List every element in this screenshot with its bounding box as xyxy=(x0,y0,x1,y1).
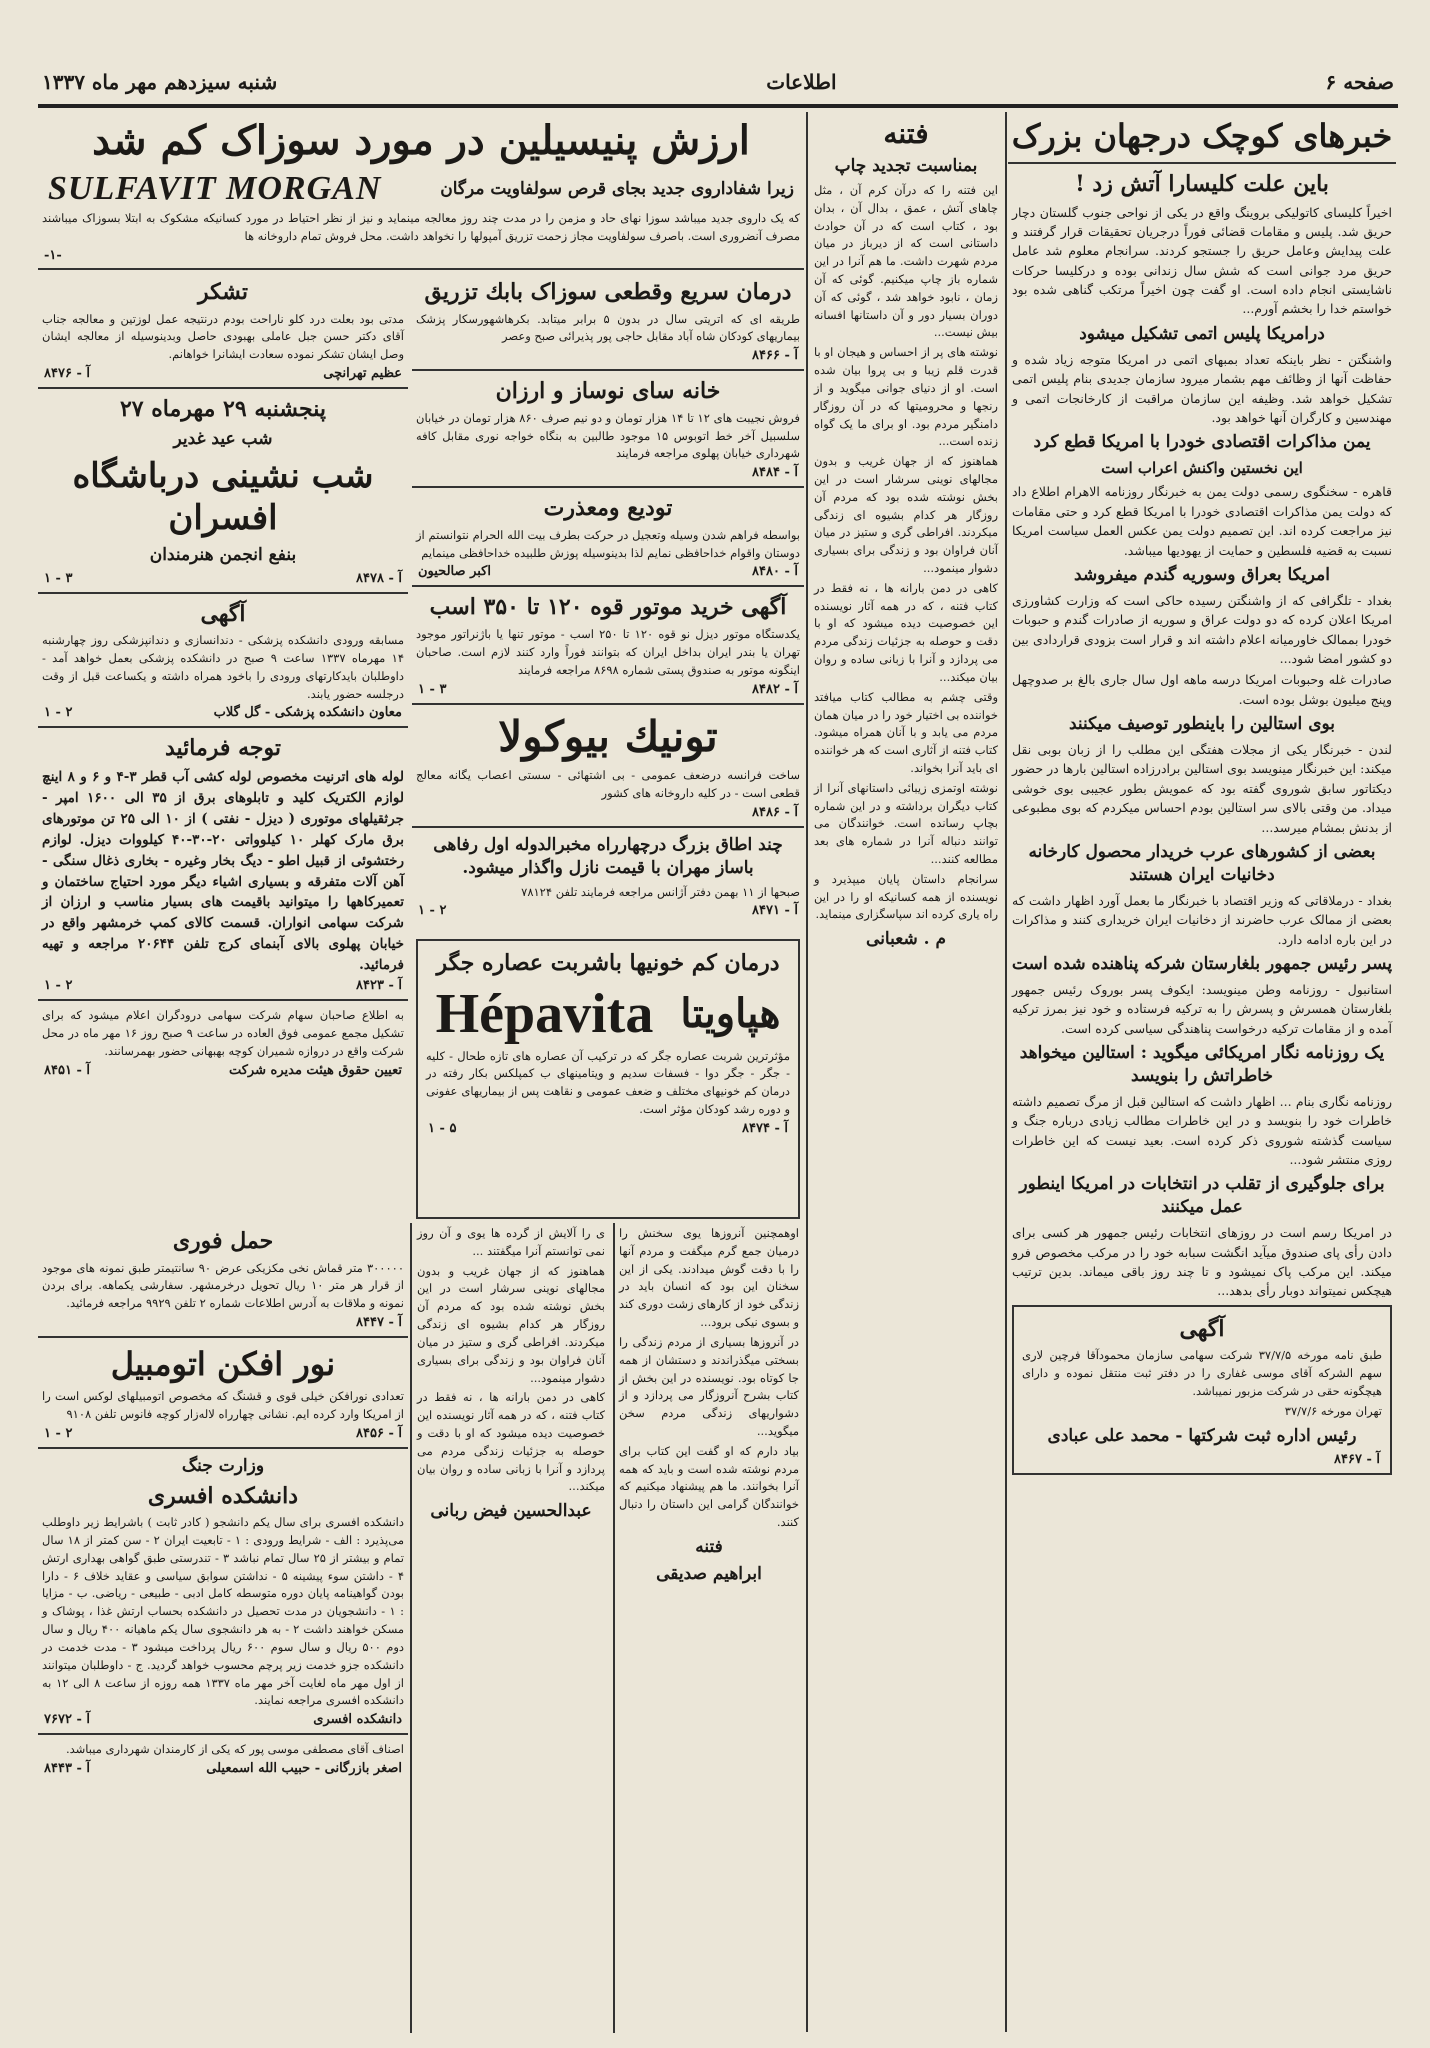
subheadline: این نخستین واکنش اعراب است xyxy=(1101,459,1303,478)
ad-code: ۳ - ۱ xyxy=(44,570,73,586)
article-body: این فتنه را که درآن کرم آن ، مثل چاهای آتش ، عمق ، بدال آن ، بدان بود ، کتاب است که در آن حوادث داستانی است که از دیرباز در میان مردم شهرت داشت. ما هم آنرا در این شماره باز چاپ میکنیم. گوئی که آن زمان ، نابود خواهد شد ، گوئی که آن دوران بسیار دور و آن داستانها افسانه بیش نیست... xyxy=(814,182,998,340)
column-divider xyxy=(806,112,808,2032)
ad-body: بواسطه فراهم شدن وسیله وتعجیل در حرکت بطرف بیت الله الحرام نتوانستم از دوستان واقوام خداحافظی نمایم لذا بدینوسیله پوزش طلبیده خداحافظی مینمایم xyxy=(416,527,800,560)
ad-code: آ - ۸۴۴۳ xyxy=(44,1760,90,1776)
article-body: هماهنوز که از جهان غریب و بدون مجالهای نوینی سرشار است در این بخش نوشته شده بود که مردم آن روزگار هر کدام بشیوه ای زندگی میکردند. افراطی گری و ستیز در میان آنان فراوان بود و زندگی برای بسیاری دشوار مینمود... xyxy=(417,1263,605,1385)
ad-body: صبحها از ۱۱ بهمن دفتر آژانس مراجعه فرمایند تلفن ۷۸۱۲۴ xyxy=(521,884,800,899)
article-body: اخیراً کلیسای کاتولیکی بروینگ واقع در یکی از نواحی جنوب گلستان دچار حریق شد. پلیس و مقامات قضائی فوراً درجریان تحقیقات قرار گرفتند و علت پیدایش وعامل حریق را جستجو کردند. سرانجام معلوم شد عامل حریق مرد جوانی است که شش سال زندانی بوده و درکلیسا حرکات ناشایستی انجام داده است. او گفت چون اخیراً مرتکب گناهی شده بود خواستم خدا را بخشم آورم... xyxy=(1012,204,1392,317)
column-serial-right xyxy=(615,1223,803,2033)
ad-code: ۲ - ۱ xyxy=(44,1425,73,1441)
ad-code: آ - ۸۴۵۶ xyxy=(356,1425,402,1441)
header-rule xyxy=(38,104,1398,108)
article-body: بغداد - درملاقاتی که وزیر اقتصاد با خبرنگار ما بعمل آورد اظهار داشت که بعضی از ممالک عرب حاضرند از دخانیات ایران خریداری کنند و مذاکرات در این باره ادامه دارد. xyxy=(1012,892,1392,947)
headline: پسر رئیس جمهور بلغارستان شرکه پناهنده شده است xyxy=(1011,953,1393,974)
event-date: پنجشنبه ۲۹ مهرماه ۲۷ xyxy=(119,396,326,423)
ad-headline: ارزش پنیسیلین در مورد سوزاک کم شد xyxy=(92,117,750,164)
ad-body: لوله های اترنیت مخصوص لوله کشی آب قطر ۳-۴ و ۶ و ۸ اینچ لوازم الکتریک کلید و تابلوهای برق از ۳۵ الی ۱۶۰۰ امپر - جرثقیلهای موتوری ( دیزل - نفتی ) از ۱۰ الی ۲۵ تن موتورهای برق مارک کهلر ۱۰ کیلوواتی ۲۰-۳۰-۴۰ کیلووات دیزل. لوازم رختشوئی از قبیل اطو - دیگ بخار وغیره - بخاری ذغال سنگی - آهن آلات متفرقه و بسیاری اشیاء دیگر مورد احتیاج ساختمان و تعمیرکاهها را میتوانید باقیمت های بسیار مناسب و ارزان از شرکت سهامی انواران. قسمت کالای کمپ خرمشهر واقع در خیابان پهلوی بالای آبنمای کرج تلفن ۲۰۶۴۴ مراجعه و تهیه فرمائید. xyxy=(42,768,405,974)
ad-code: ۲ - ۱ xyxy=(44,978,73,994)
notice-title: آگهی xyxy=(1179,1315,1225,1342)
ad-code: ۲ - ۱ xyxy=(418,903,447,919)
column-divider xyxy=(1005,112,1007,2032)
column-world-news xyxy=(1008,112,1396,2032)
author-signature: عبدالحسین فیض ربانی xyxy=(430,1501,592,1522)
article-body: استانبول - روزنامه وطن مینویسد: ایکوف پسر بوروک رئیس جمهور بلغارستان همسرش و پسرش را به ترکیه فرستاده و خود نیز بمرز ترکیه آمده و از مقامات ترکیه درخواست پناهندگی سیاسی کرده است. xyxy=(1012,981,1392,1036)
headline: امریکا بعراق وسوریه گندم میفروشد xyxy=(1074,564,1330,585)
legal-notice xyxy=(1012,1305,1392,1475)
article-body: در امریکا رسم است در روزهای انتخابات رئیس جمهور هر کسی برای دادن رأی پای صندوق میآید انگشت سبابه خود را در مرکب مخصوص فرو میکند. این مرکب پاک نمیشود و تا چند روز باقی میماند. بدین ترتیب هیچکس نمیتواند دوبار رأی بدهد... xyxy=(1012,1225,1392,1299)
ad-code: آ - ۸۴۲۳ xyxy=(356,978,402,994)
author-signature: ابراهیم صدیقی xyxy=(656,1563,762,1584)
headline: یمن مذاکرات اقتصادی خودرا با امریکا قطع کرد xyxy=(1033,432,1371,453)
event-organizer: بنفع انجمن هنرمندان xyxy=(149,544,297,565)
ad-code: آ - ۸۴۸۰ xyxy=(752,564,798,580)
ad-code: آ - ۸۴۶۶ xyxy=(752,348,798,364)
article-body: هماهنوز که از جهان غریب و بدون مجالهای نوینی سرشار است در این بخش نوشته شده بود که مردم آن روزگار هر کدام بشیوه ای زندگی میکردند. افراطی گری و ستیز در میان آنان فراوان بود و زندگی برای بسیاری دشوار مینمود... xyxy=(814,454,998,575)
article-body: اوهمچنین آنروزها یوی سخنش را درمیان جمع گرم میگفت و مردم آنها را با دقت گوش میدادند. یکی از این سخنان این بود که انسان باید در زندگی خود از کارهای زشت دوری کند و بسوی نیکی برود... xyxy=(619,1226,799,1330)
ad-code: آ - ۸۴۸۲ xyxy=(752,681,798,697)
ad-body: ساخت فرانسه درضعف عمومی - بی اشتهائی - سستی اعصاب یگانه معالج قطعی است - در کلیه داروخانه های کشور xyxy=(416,768,800,800)
notice-signature: اصغر بازرگانی - حبیب الله اسمعیلی xyxy=(206,1760,402,1776)
ad-title: تونیك بیوکولا xyxy=(498,711,718,761)
column-ads-left-lower xyxy=(38,1223,408,2033)
headline: باین علت کلیسارا آتش زد ! xyxy=(1075,171,1329,197)
ad-body: به اطلاع صاحبان سهام شرکت سهامی درودگران اعلام میشود که برای تشکیل مجمع عمومی فوق العاده در ساعت ۹ صبح روز ۱۶ مهر ماه در محل شرکت واقع در دروازه شمیران کوچه بهبهانی حضور بهمرسانند. xyxy=(42,1008,404,1058)
column-serial-left xyxy=(413,1223,609,2033)
ad-title: نور افکن اتومبیل xyxy=(110,1345,336,1384)
subheadline: بمناسبت تجدید چاپ xyxy=(834,156,978,176)
article-body: وقتی چشم به مطالب کتاب میافتد خواننده بی اختیار خود را در میان همان مردم می یابد و با آنان همراه میشود. کتاب فتنه از آثاری است که هر خواننده ای باید آنرا بخواند. xyxy=(814,689,998,775)
ad-signature: عظیم تهرانچی xyxy=(323,366,402,382)
ad-title: آگهی خرید موتور قوه ۱۲۰ تا ۳۵۰ اسب xyxy=(429,594,787,621)
headline: بعضی از کشورهای عرب خریدار محصول کارخانه دخانیات ایران هستند xyxy=(1028,841,1376,885)
article-body: کاهی در دمن بارانه ها ، نه فقط در کتاب فتنه ، که در همه آثار نویسنده این خصوصیت دیده میشود که او با دقت و حوصله به جزئیات زندگی مردم می پردازد و آنرا با زبانی ساده و روان بیان میکند... xyxy=(417,1390,605,1494)
ad-code: -۱- xyxy=(44,247,62,263)
headline: درامریکا پلیس اتمی تشکیل میشود xyxy=(1079,323,1325,344)
hepavita-ad xyxy=(412,935,804,1220)
article-body: واشنگتن - نظر باینکه تعداد بمبهای اتمی در امریکا متوجه زیاد شده و حفاظت آنها از وظائف مهم بشمار میرود سازمان جدیدی بنام پلیس اتمی تشکیل خواهد شد. وظیفه این سازمان مراقبت از کارخانجات اتمی و مهندسین و کارگران آنها خواهد بود. xyxy=(1012,351,1392,425)
ad-title: درمان سریع وقطعی سوزاک بابك تزریق xyxy=(424,279,792,305)
event-title: شب نشینی درباشگاه افسران xyxy=(72,455,374,539)
ad-body: ۳۰۰۰۰۰ متر قماش نخی مکزیکی عرض ۹۰ سانتیمتر طبق نمونه های موجود از قرار هر متر ۱۰ ریال تحویل درخرمشهر. سفارشی یکماهه. برای بردن نمونه و ملاقات به آدرس اطلاعات شماره ۲ تلفن ۹۹۲۹ مراجعه فرمائید. xyxy=(42,1260,404,1311)
article-body: صادرات غله وحبوبات امریکا درسه ماهه اول سال جاری بالغ بر صدوچهل وپنج میلیون بوشل بوده است. xyxy=(1012,672,1392,707)
ad-body: طریقه ای که اتریتی سال در بدون ۵ برابر میتابد. بکرهاشهورسکار پزشک بیماریهای کودکان شاه آباد مقابل حاجی پور پذیرائی صبح وعصر xyxy=(416,311,800,344)
headline: یک روزنامه نگار امریکائی میگوید : استالین میخواهد خاطراتش را بنویسد xyxy=(1019,1043,1385,1086)
issue-date: شنبه سیزدهم مهر ماه ۱۳۳۷ xyxy=(42,70,278,94)
ad-signature: معاون دانشکده پزشکی - گل گلاب xyxy=(213,705,402,721)
section-title: فتنه xyxy=(883,117,929,150)
article-body: بیاد دارم که او گفت این کتاب برای مردم نوشته شده است و باید که همه آنرا بخوانند. ما هم پیشنهاد میکنیم که خوانندگان گرامی این داستان را دنبال کنند. xyxy=(619,1443,799,1529)
ad-signature: اکبر صالحیون xyxy=(418,564,491,580)
ad-body: فروش نجیبت های ۱۲ تا ۱۴ هزار تومان و دو نیم صرف ۸۶۰ هزار تومان در خیابان سلسبیل آخر خط اتوبوس ۱۵ موجود طالبین به بنگاه خواجه نوری مقابل کافه شهرداری خیابان پهلوی مراجعه فرمایند xyxy=(416,410,800,461)
ad-title: چند اطاق بزرگ درچهارراه مخبرالدوله اول رفاهی باساز مهران با قیمت نازل واگذار میشود. xyxy=(433,834,783,878)
ad-subheadline: زیرا شفاداروی جدید بجای قرص سولفاویت مرگان xyxy=(440,178,794,199)
ad-body: مسابقه ورودی دانشکده پزشکی - دندانسازی و دندانپزشکی روز چهارشنبه ۱۴ مهرماه ۱۳۳۷ ساعت ۹ صبح در دانشکده پزشکی بعمل خواهد آمد - داوطلبان بایدکارتهای ورودی را باخود همراه داشته و یکساعت قبل از وقت درجلسه حضور یابند. xyxy=(42,633,404,701)
page-header xyxy=(42,62,1394,102)
ad-code: ۵ - ۱ xyxy=(428,1120,457,1136)
article-body: ی را آلایش از گرده ها یوی و آن روز نمی توانستم آنرا میگفتند ... xyxy=(417,1226,605,1258)
ad-code: آ - ۸۴۴۷ xyxy=(356,1315,402,1331)
page-number: صفحه ۶ xyxy=(1325,70,1394,94)
ad-signature: تعیین حقوق هیئت مدیره شرکت xyxy=(228,1062,402,1078)
ad-code: آ - ۸۴۷۶ xyxy=(44,366,90,382)
notice-body: طبق نامه مورخه ۳۷/۷/۵ شرکت سهامی سازمان محمودآقا فرچین لاری سهم الشرکه آقای موسی غفاری را در دفتر ثبت منتقل نموده و دارای هیچگونه حقی در شرکت مزبور نمیباشد. xyxy=(1022,1348,1383,1398)
product-latin-name: Hépavita xyxy=(435,982,654,1045)
notice-signature: رئیس اداره ثبت شرکتها - محمد علی عبادی xyxy=(1047,1425,1357,1446)
author-signature: م . شعبانی xyxy=(866,929,946,950)
article-body: کاهی در دمن بارانه ها ، نه فقط در کتاب فتنه ، که در همه آثار نویسنده این خصوصیت دیده میشود که او با دقت و حوصله به جزئیات زندگی مردم می پردازد و آنرا با زبانی ساده و روان بیان میکند... xyxy=(814,580,998,684)
ad-code: ۳ - ۱ xyxy=(418,681,447,697)
ad-body: تعدادی نورافکن خیلی قوی و قشنگ که مخصوص اتومبیلهای لوکس است را از امریکا وارد کرده ایم. نشانی چهارراه لاله‌زار کوچه فانوس تلفن ۹۱۰۸ xyxy=(42,1389,404,1421)
section-title: فتنه xyxy=(695,1536,723,1557)
ad-title: تشکر xyxy=(197,279,249,305)
event-subtitle: شب عید غدیر xyxy=(173,428,273,449)
article-body: بغداد - تلگرافی که از واشنگتن رسیده حاکی است که وزارت کشاورزی امریکا اعلان کرده که دو دولت عراق و سوریه از صادرات گندم و حبوبات خودرا بممالک خاورمیانه اعلام داشته اند و قرار است بزودی قراردادی بین دو کشور امضا شود... xyxy=(1012,592,1392,667)
section-title: خبرهای کوچک درجهان بزرک xyxy=(1011,117,1393,155)
ad-code: آ - ۸۴۷۸ xyxy=(356,570,402,586)
article-body: سرانجام داستان پایان میپذیرد و نویسنده از همه کسانیکه او را در این راه یاری کرده اند سپاسگزاری مینماید. xyxy=(814,871,998,922)
notice-date: تهران مورخه ۳۷/۷/۶ xyxy=(1284,1403,1382,1418)
ad-code: آ - ۸۴۷۴ xyxy=(742,1120,788,1136)
article-body: در آنروزها بسیاری از مردم زندگی را بسختی میگذراندند و دستشان از همه جا کوتاه بود. نویسنده در این بخش از کتاب بشرح آنروزگار می پردازد و از دشواریهای زندگی مردم سخن میگوید... xyxy=(619,1334,799,1438)
article-body: روزنامه نگاری بنام ... اظهار داشت که استالین قبل از مرگ تصمیم داشته خاطرات خود را بنویسد و در این خاطرات مطالب زیادی درباره جنگ و سیاست گذشته شوروی ذکر کرده است. بعید نیست که این خاطرات روزی منتشر شود... xyxy=(1012,1093,1392,1168)
headline: برای جلوگیری از تقلب در انتخابات در امریکا اینطور عمل میکنند xyxy=(1019,1174,1385,1218)
ad-code: آ - ۷۶۷۲ xyxy=(44,1712,90,1728)
column-fetneh xyxy=(810,112,1002,2032)
ad-code: آ - ۸۴۵۱ xyxy=(44,1062,90,1078)
ad-title: تودیع ومعذرت xyxy=(543,495,673,522)
ad-title: حمل فوری xyxy=(172,1228,274,1254)
ad-signature: دانشکده افسری xyxy=(313,1712,402,1728)
ad-title: درمان کم خونیها باشربت عصاره جگر xyxy=(436,950,780,976)
product-persian-name: هپاویتا xyxy=(680,989,781,1037)
ad-title: توجه فرمائید xyxy=(165,735,281,762)
ad-title: آگهی xyxy=(200,600,246,627)
ad-code: آ - ۸۴۸۴ xyxy=(752,465,798,481)
article-body: لندن - خبرنگار یکی از مجلات هفتگی این مطلب را از زبان بوبی نقل میکند: این خبرنگار مینویسد بوی استالین برادرزاده استالین بارها در حضور دیکتاتور سابق شوروی گفته بود که عمویش بطور عجیبی بوی خوشی میداد. من وقتی بالای سر استالین بودم احساس میکردم که بوی مطبوعی از بدنش بمشام میرسد... xyxy=(1012,742,1392,835)
divider xyxy=(38,268,804,270)
column-ads-left xyxy=(38,274,408,1219)
ministry-name: وزارت جنگ xyxy=(181,1455,265,1476)
ad-code: آ - ۸۴۸۶ xyxy=(752,804,798,820)
product-latin-name: SULFAVIT MORGAN xyxy=(48,170,382,207)
article-body: نوشته های پر از احساس و هیجان او با قدرت قلم زیبا و بی پروا بیان شده است. او از دنیای جوانی میگوید و از رنجها و محرومیتها که در آن روزگار دامنگیر مردم بود. او برای ما یک گواه زنده است... xyxy=(814,345,998,449)
ad-body: یکدستگاه موتور دیزل نو قوه ۱۲۰ تا ۲۵۰ اسب - موتور تنها یا باژنراتور موجود تهران یا بندر ایران بداخل ایران که بتوانند فوراً وارد کنند لازم است. صاحبان اینگونه موتور به صندوق پستی شماره ۸۶۹۸ مراجعه فرمایند xyxy=(416,627,800,677)
divider xyxy=(1008,162,1396,164)
article-body: نوشته اوتمزی زیبائی داستانهای آنرا از کتاب دیگران برداشته و در این شماره بچاپ رسانده است. خوانندگان می توانند دنباله آنرا در شماره های بعد مطالعه کنند... xyxy=(814,780,998,866)
article-body: قاهره - سخنگوی رسمی دولت یمن به خبرنگار روزنامه الاهرام اطلاع داد که دولت یمن مذاکرات اقتصادی خودرا با امریکا قطع کرد و حتی مقامات نیز مراجعت کرده اند. این تصمیم دولت یمن عکس العمل سیاست امریکا نسبت به قضیه فلسطین و حمایت از یهودیها میباشد. xyxy=(1012,484,1392,558)
notice-body: اصناف آقای مصطفی موسی پور که یکی از کارمندان شهرداری میباشد. xyxy=(65,1742,404,1757)
ad-body: مؤثرترین شربت عصاره جگر که در ترکیب آن عصاره های تازه طحال - کلیه - جگر - جگر دوا - فسفات سدیم و ویتامینهای ب کمپلکس بکار رفته در درمان کم خونیهای مختلف و ضعف عمومی و نقاهت پس از بیماریهای عفونی و دوره رشد کودکان مؤثر است. xyxy=(426,1048,790,1117)
column-divider xyxy=(410,1223,412,2033)
ad-body: که یک داروی جدید میباشد سوزا نهای حاد و مزمن را در مدت چند روز معالجه مینماید و نیز از نظر احتیاط در مورد کسانیکه مشکوک به ابتلا بسوزاک میباشند مصرف آنضروری است. باصرف سولفاویت مجاز زحمت تزریق آمپولها را نخواهد داشت. محل فروش تمام داروخانه ها xyxy=(42,211,800,243)
headline: بوی استالین را باینطور توصیف میکنند xyxy=(1068,714,1336,735)
ad-body: مدتی بود بعلت درد کلو ناراحت بودم درنتیجه عمل لوزتین و معالجه جناب آقای دکتر حسن جبل عاملی بهبودی حاصل وبدینوسیله از معالجه ایشان وصل ایشان تشکر نموده سعادت ایشانرا خواهانم. xyxy=(42,311,404,362)
ad-title: خانه سای نوساز و ارزان xyxy=(495,378,721,405)
ad-code: ۲ - ۱ xyxy=(44,705,73,721)
ad-code: آ - ۸۴۷۱ xyxy=(752,903,798,919)
newspaper-name: اطلاعات xyxy=(766,70,837,94)
ad-body: دانشکده افسری برای سال یکم دانشجو ( کادر ثابت ) باشرایط زیر داوطلب می‌پذیرد : الف - شرایط ورودی : ۱ - تابعیت ایران ۲ - سن کمتر از ۱۸ سال تمام و بیشتر از ۲۵ سال تمام نباشد ۳ - تندرستی طبق گواهی بهداری ارتش ۴ - داشتن سوء پیشینه ۵ - نداشتن سوابق سیاسی و عقاید خلاف ۶ - دارا بودن گواهینامه پایان دوره متوسطه کامل ادبی - طبیعی - ریاضی. ب - مزایا : ۱ - دانشجویان در مدت تحصیل در دانشکده بحساب ارتش غذا ، پوشاک و مسکن خواهند داشت ۲ - به هر دانشجوی سال یکم ماهیانه ۴۰۰ ریال و سال دوم ۵۰۰ ریال و سال سوم ۶۰۰ ریال پرداخت میشود ۳ - مدت خدمت در دانشکده جزو خدمت زیر پرچم محسوب خواهد گردید. ج - داوطلبان میتوانند از اول مهر ماه لغایت آخر مهر ماه ۱۳۳۷ همه روزه از ساعت ۸ الی ۱۲ به دانشکده افسری مراجعه نمایند. xyxy=(42,1515,405,1708)
ad-title: دانشکده افسری xyxy=(147,1482,299,1509)
notice-code: آ - ۸۴۶۷ xyxy=(1334,1451,1380,1467)
